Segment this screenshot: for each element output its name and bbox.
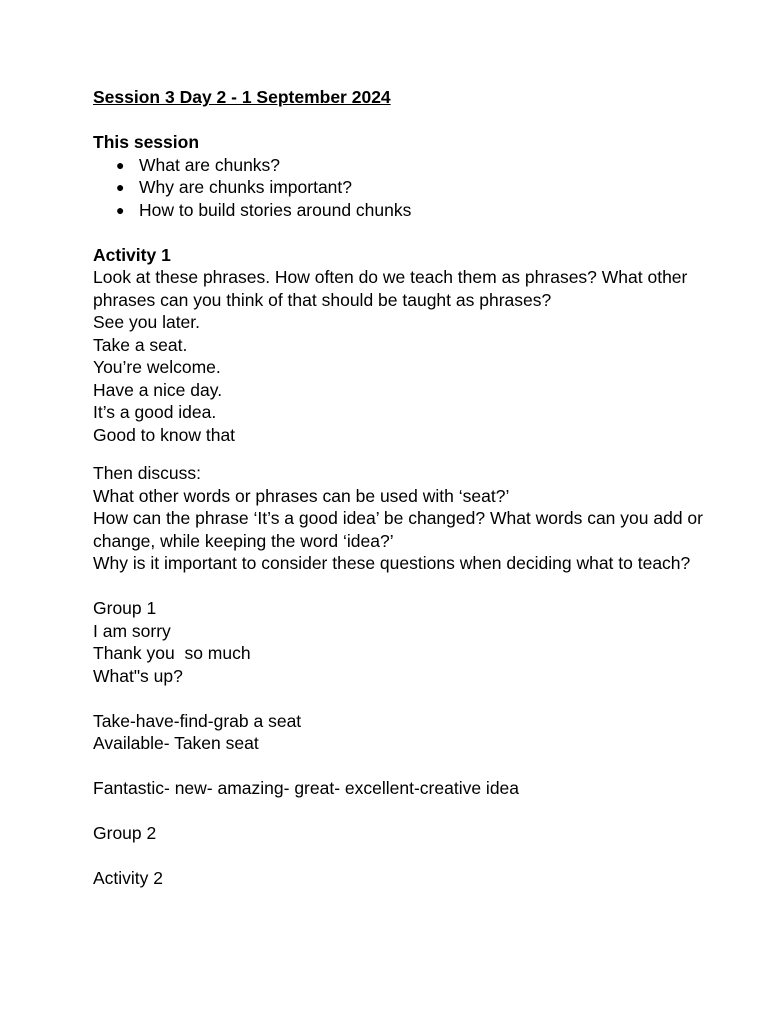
- document-title: Session 3 Day 2 - 1 September 2024: [93, 87, 391, 107]
- phrase-line: Good to know that: [93, 424, 236, 445]
- list-item-text: What are chunks?: [139, 154, 281, 175]
- spacer: [93, 575, 703, 598]
- spacer: [93, 446, 703, 462]
- document-page: [93, 86, 703, 890]
- idea-line: Fantastic- new- amazing- great- excellent-creative idea: [93, 778, 520, 798]
- phrase-line: Take a seat.: [93, 334, 188, 355]
- phrase-line: See you later.: [93, 312, 201, 332]
- list-item: [93, 199, 703, 222]
- list-item: [93, 176, 703, 199]
- discuss-question: How can the phrase ‘It’s a good idea’ be changed? What words can you add or change, while keeping the word ‘idea?’: [93, 508, 703, 551]
- group2-heading: Group 2: [93, 823, 157, 843]
- activity1-intro: Look at these phrases. How often do we teach them as phrases? What other phrases can you think of that should be taught as phrases?: [93, 267, 688, 310]
- bullet-icon: ●: [116, 156, 125, 173]
- discuss-question: Why is it important to consider these questions when deciding what to teach?: [93, 553, 691, 573]
- spacer: [93, 221, 703, 244]
- discuss-heading: Then discuss:: [93, 463, 201, 483]
- list-item-text: Why are chunks important?: [139, 177, 353, 197]
- seat-line: Available- Taken seat: [93, 733, 259, 753]
- seat-line: Take-have-find-grab a seat: [93, 710, 302, 731]
- session-topics-list: [93, 154, 703, 222]
- spacer: [93, 109, 703, 132]
- discuss-question: What other words or phrases can be used with ‘seat?’: [93, 485, 510, 506]
- this-session-heading: This session: [93, 132, 200, 152]
- bullet-icon: ●: [116, 179, 125, 195]
- spacer: [93, 845, 703, 868]
- group1-heading: Group 1: [93, 598, 157, 618]
- spacer: [93, 687, 703, 710]
- list-item: [93, 154, 703, 177]
- activity1-heading: Activity 1: [93, 244, 171, 265]
- activity2-heading: Activity 2: [93, 868, 164, 888]
- spacer: [93, 800, 703, 823]
- bullet-icon: ●: [116, 201, 125, 218]
- group1-line: What"s up?: [93, 665, 183, 686]
- phrase-line: Have a nice day.: [93, 379, 223, 400]
- list-item-text: How to build stories around chunks: [139, 199, 412, 220]
- phrase-line: It’s a good idea.: [93, 402, 217, 422]
- group1-line: Thank you so much: [93, 643, 251, 663]
- spacer: [93, 755, 703, 778]
- phrase-line: You’re welcome.: [93, 357, 221, 377]
- group1-line: I am sorry: [93, 620, 171, 641]
